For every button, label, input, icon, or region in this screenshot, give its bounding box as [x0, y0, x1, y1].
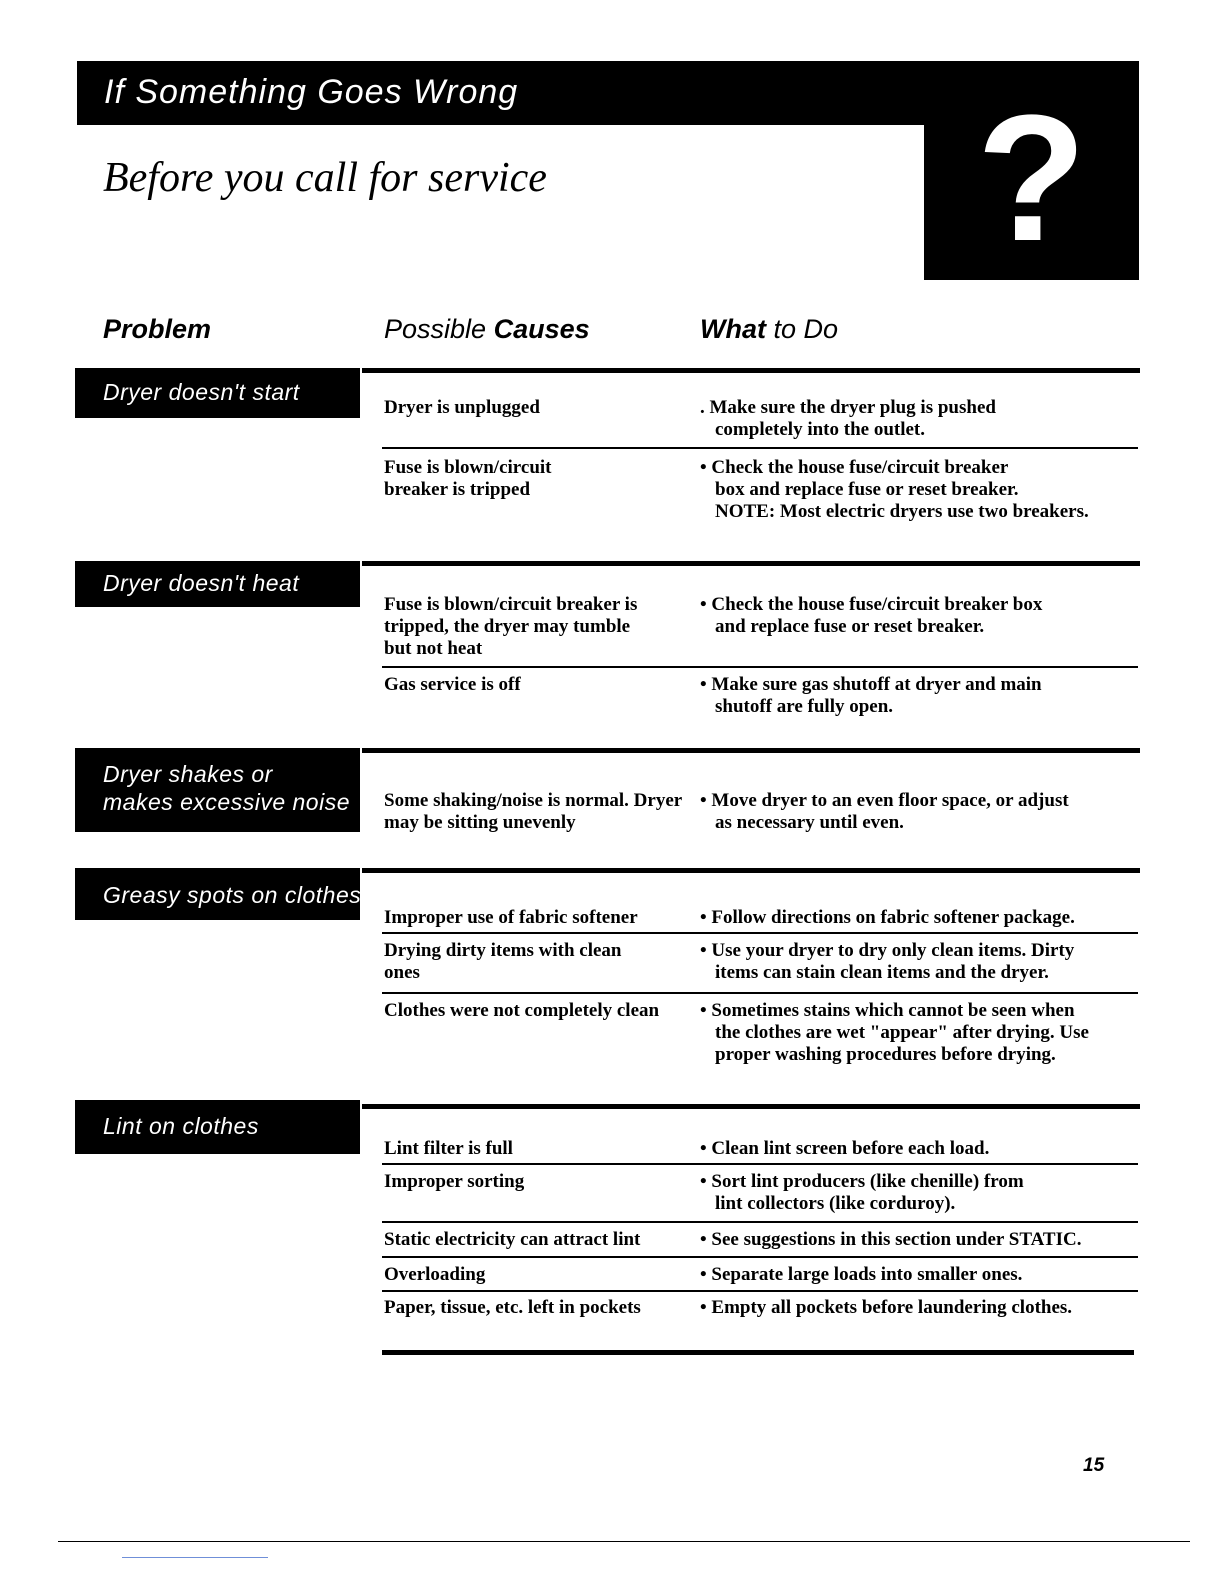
remedy-text: • Sort lint producers (like chenille) from lint collectors (like corduroy).: [700, 1171, 1024, 1214]
row-divider: [382, 447, 1138, 449]
problem-label-box: [75, 561, 360, 607]
cause-text: Fuse is blown/circuit breaker is tripped, the dryer may tumble but not heat: [384, 594, 638, 659]
section-rule: [362, 1104, 1140, 1109]
problem-label: Greasy spots on clothes: [103, 882, 362, 908]
remedy-text: • Separate large loads into smaller ones.: [700, 1264, 1023, 1285]
remedy-text: • Follow directions on fabric softener package.: [700, 907, 1075, 928]
cause-text: Paper, tissue, etc. left in pockets: [384, 1297, 641, 1318]
row-divider: [382, 992, 1138, 994]
row-divider: [382, 1163, 1138, 1165]
banner-title: If Something Goes Wrong: [104, 73, 519, 111]
remedy-text: • Check the house fuse/circuit breaker box and replace fuse or reset breaker.: [700, 594, 1043, 637]
row-divider: [382, 666, 1138, 668]
cause-text: Fuse is blown/circuit breaker is tripped: [384, 457, 552, 500]
row-divider: [382, 1290, 1138, 1292]
remedy-text: • Make sure gas shutoff at dryer and main shutoff are fully open.: [700, 674, 1042, 717]
section-rule: [362, 748, 1140, 753]
cause-text: Improper use of fabric softener: [384, 907, 638, 928]
problem-label: Dryer doesn't start: [103, 379, 300, 405]
problem-label-box: [75, 868, 360, 920]
page-number: 15: [1083, 1455, 1105, 1476]
table-bottom-rule: [382, 1350, 1134, 1355]
remedy-text: • See suggestions in this section under STATIC.: [700, 1229, 1082, 1250]
row-divider: [382, 1256, 1138, 1258]
problem-label-box: [75, 1100, 360, 1154]
cause-text: Clothes were not completely clean: [384, 1000, 660, 1021]
problem-label-box: [75, 368, 360, 418]
section-rule: [362, 561, 1140, 566]
row-divider: [382, 932, 1138, 934]
problem-label-box: [75, 748, 360, 832]
problem-label: Dryer doesn't heat: [103, 570, 300, 596]
cause-text: Lint filter is full: [384, 1138, 513, 1159]
question-mark-icon: [924, 61, 1139, 280]
footer-rule: [58, 1541, 1190, 1542]
remedy-text: . Make sure the dryer plug is pushed completely into the outlet.: [700, 397, 996, 440]
remedy-text: • Clean lint screen before each load.: [700, 1138, 990, 1159]
remedy-text: • Sometimes stains which cannot be seen when the clothes are wet "appear" after drying. Use proper washing procedures before drying.: [700, 1000, 1089, 1065]
column-heading-what-to-do: What to Do: [700, 314, 839, 344]
cause-text: Gas service is off: [384, 674, 521, 695]
column-heading-problem: Problem: [103, 314, 212, 344]
page-subtitle: Before you call for service: [103, 155, 547, 201]
problem-label: Dryer shakes or makes excessive noise: [103, 761, 350, 815]
section-rule: [362, 368, 1140, 373]
section-rule: [362, 868, 1140, 873]
cause-text: Dryer is unplugged: [384, 397, 540, 418]
cause-text: Overloading: [384, 1264, 486, 1285]
remedy-text: • Check the house fuse/circuit breaker box and replace fuse or reset breaker. NOTE: Most electric dryers use two breakers.: [700, 457, 1089, 522]
remedy-text: • Move dryer to an even floor space, or adjust as necessary until even.: [700, 790, 1069, 833]
cause-text: Some shaking/noise is normal. Dryer may be sitting unevenly: [384, 790, 682, 833]
question-mark-glyph: ?: [976, 78, 1087, 279]
problem-label: Lint on clothes: [103, 1113, 259, 1139]
cause-text: Drying dirty items with clean ones: [384, 940, 622, 983]
footer-link-underline: [122, 1557, 268, 1558]
remedy-text: • Use your dryer to dry only clean items. Dirty items can stain clean items and the dryer.: [700, 940, 1075, 983]
row-divider: [382, 1221, 1138, 1223]
cause-text: Improper sorting: [384, 1171, 525, 1192]
remedy-text: • Empty all pockets before laundering clothes.: [700, 1297, 1073, 1318]
cause-text: Static electricity can attract lint: [384, 1229, 641, 1250]
column-heading-causes: Possible Causes: [384, 314, 590, 344]
